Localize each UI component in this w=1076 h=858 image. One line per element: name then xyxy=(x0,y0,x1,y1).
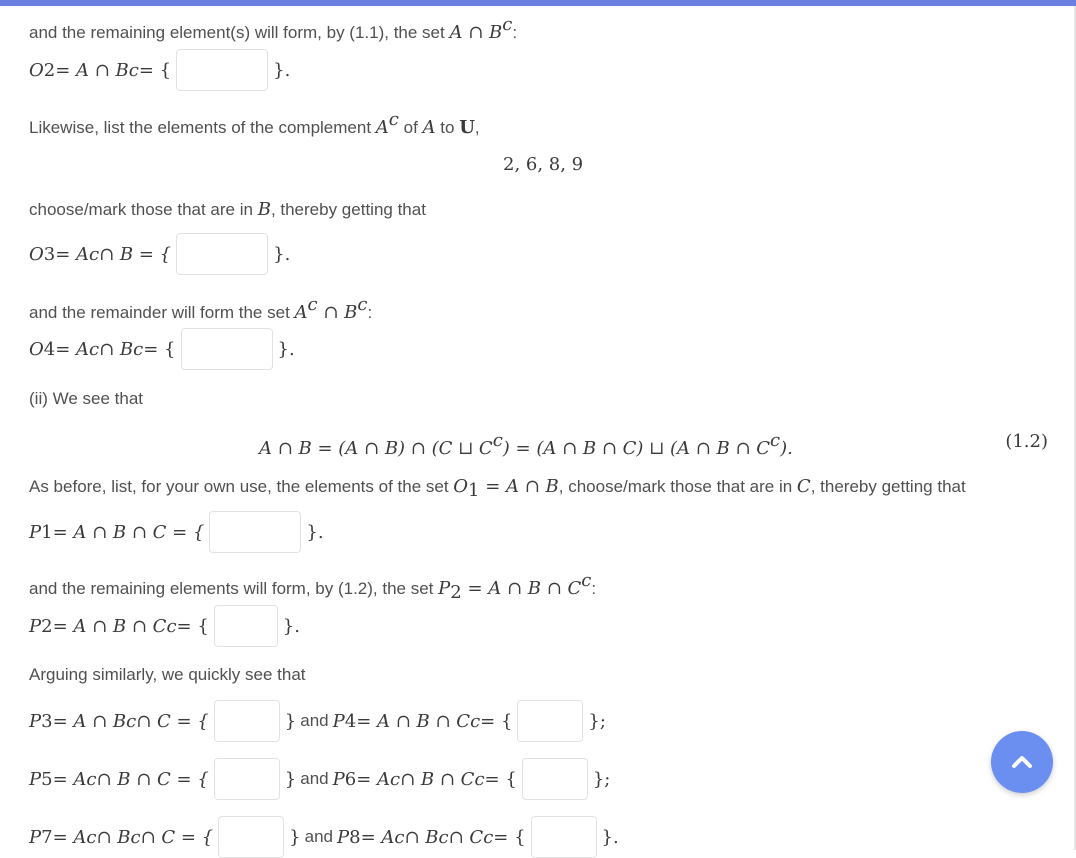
p2-symbol: P xyxy=(438,578,451,599)
equation-number: (1.2) xyxy=(1005,431,1048,452)
p8-expression-c: ∩ C xyxy=(448,826,484,848)
set-b: B xyxy=(257,199,271,220)
p1-expression: = A ∩ B ∩ C = { xyxy=(52,521,205,543)
p3-expression: = A ∩ B xyxy=(52,710,127,732)
p7-expression-rest: ∩ C = { xyxy=(140,826,214,848)
open-brace: = { xyxy=(484,768,517,790)
open-brace: = { xyxy=(480,710,513,732)
p3-expression-rest: ∩ C = { xyxy=(136,710,209,732)
open-brace: = { xyxy=(138,59,172,81)
p5-answer-input[interactable] xyxy=(214,758,280,800)
punctuation: : xyxy=(591,579,597,598)
subscript: 3 xyxy=(43,243,56,265)
superscript: c xyxy=(130,826,141,848)
set-c: C xyxy=(796,476,811,497)
superscript: c xyxy=(492,430,503,451)
open-brace: = { xyxy=(143,338,176,360)
p7-p8-equation xyxy=(29,816,619,858)
superscript: c xyxy=(357,294,368,315)
and-word: and xyxy=(300,769,329,788)
o3-equation xyxy=(29,233,290,275)
o2-answer-input[interactable] xyxy=(176,49,268,91)
open-brace: = { xyxy=(493,826,526,848)
p5-p6-equation xyxy=(29,758,610,800)
close-brace: }. xyxy=(273,59,291,81)
equation-1-2 xyxy=(259,430,793,459)
superscript: c xyxy=(438,826,449,848)
superscript: c xyxy=(166,615,177,637)
p8-expression-b: ∩ B xyxy=(404,826,439,848)
o4-answer-input[interactable] xyxy=(181,328,273,370)
p7-symbol: P xyxy=(29,826,42,848)
p6-expression: = A xyxy=(356,768,391,790)
p2-equation xyxy=(29,605,300,647)
superscript: c xyxy=(394,826,405,848)
superscript: c xyxy=(581,570,592,591)
as-before-end-text: , thereby getting that xyxy=(810,477,966,496)
superscript: c xyxy=(86,768,97,790)
superscript: c xyxy=(86,826,97,848)
close-brace: } xyxy=(284,768,297,790)
close-brace: }; xyxy=(588,710,606,732)
superscript: c xyxy=(307,294,318,315)
p1-equation xyxy=(29,511,324,553)
subscript: 8 xyxy=(349,826,361,848)
p8-symbol: P xyxy=(337,826,350,848)
open-brace: = { xyxy=(176,615,209,637)
p8-answer-input[interactable] xyxy=(531,816,597,858)
remaining-elements-text: and the remaining element(s) will form, by (1.1), the set xyxy=(29,23,445,42)
superscript: c xyxy=(388,109,399,130)
o1-symbol: O xyxy=(453,476,469,497)
p2-expression: = A ∩ B ∩ C xyxy=(461,578,582,599)
set-b: ∩ B xyxy=(317,302,358,323)
o3-expression: = A xyxy=(55,243,90,265)
o2-expression: = A ∩ B xyxy=(55,59,129,81)
p6-expression-b: ∩ B ∩ C xyxy=(400,768,475,790)
subscript: 1 xyxy=(468,480,480,501)
superscript: c xyxy=(89,243,100,265)
p5-expression: = A xyxy=(52,768,87,790)
as-before-line xyxy=(29,476,966,501)
subscript: 4 xyxy=(344,710,357,732)
o2-symbol: O xyxy=(29,59,44,81)
arguing-line: Arguing similarly, we quickly see that xyxy=(29,665,306,684)
p2-expression: = A ∩ B ∩ C xyxy=(52,615,167,637)
universe-u: U xyxy=(459,117,475,138)
o4-symbol: O xyxy=(29,338,44,360)
p7-expression: = A xyxy=(52,826,87,848)
o2-equation xyxy=(29,49,290,91)
superscript: c xyxy=(126,710,137,732)
p7-answer-input[interactable] xyxy=(218,816,284,858)
superscript: c xyxy=(474,768,485,790)
p4-answer-input[interactable] xyxy=(517,700,583,742)
equation-left: A ∩ B = (A ∩ B) ∩ (C ⊔ C xyxy=(259,438,493,459)
superscript: c xyxy=(770,430,781,451)
subscript: 1 xyxy=(41,521,53,543)
p1-answer-input[interactable] xyxy=(209,511,301,553)
subscript: 4 xyxy=(43,338,56,360)
superscript: c xyxy=(483,826,494,848)
likewise-line xyxy=(29,109,480,138)
p7-expression-b: ∩ B xyxy=(96,826,131,848)
subscript: 5 xyxy=(41,768,53,790)
o4-equation xyxy=(29,328,295,370)
p4-symbol: P xyxy=(332,710,345,732)
punctuation: : xyxy=(367,303,373,322)
remaining-text: and the remaining elements will form, by (1.2), the set xyxy=(29,579,434,598)
p5-expression-rest: ∩ B ∩ C = { xyxy=(96,768,209,790)
punctuation: , xyxy=(474,118,480,137)
word-of: of xyxy=(403,118,418,137)
top-accent-bar xyxy=(0,0,1076,6)
superscript: c xyxy=(89,338,100,360)
o3-answer-input[interactable] xyxy=(176,233,268,275)
p2-answer-input[interactable] xyxy=(214,605,278,647)
choose-text: choose/mark those that are in xyxy=(29,200,253,219)
subscript: 3 xyxy=(41,710,53,732)
close-brace: } xyxy=(284,710,297,732)
remainder-line xyxy=(29,294,372,323)
and-word: and xyxy=(304,827,333,846)
subscript: 6 xyxy=(344,768,357,790)
scroll-to-top-button[interactable] xyxy=(991,731,1053,793)
and-word: and xyxy=(300,711,329,730)
p6-answer-input[interactable] xyxy=(522,758,588,800)
equation-end: ). xyxy=(780,438,793,459)
choose-line xyxy=(29,199,426,220)
remainder-text: and the remainder will form the set xyxy=(29,303,290,322)
p3-symbol: P xyxy=(29,710,42,732)
close-brace: } xyxy=(289,826,301,848)
equation-middle: ) = (A ∩ B ∩ C) ⊔ (A ∩ B ∩ C xyxy=(502,438,771,459)
close-brace: }. xyxy=(277,338,295,360)
chevron-up-icon xyxy=(1011,755,1033,769)
close-brace: }. xyxy=(273,243,291,265)
superscript: c xyxy=(133,338,144,360)
set-a: A xyxy=(375,117,389,138)
superscript: c xyxy=(128,59,139,81)
set-a: A xyxy=(294,302,308,323)
word-to: to xyxy=(440,118,455,137)
o3-symbol: O xyxy=(29,243,44,265)
subscript: 2 xyxy=(41,615,53,637)
remaining-elements-line xyxy=(29,14,517,43)
superscript: c xyxy=(390,768,401,790)
subscript: 7 xyxy=(41,826,53,848)
set-expression: A ∩ B xyxy=(449,22,503,43)
set-a: A xyxy=(422,117,436,138)
close-brace: }. xyxy=(601,826,619,848)
close-brace: }. xyxy=(306,521,324,543)
o4-expression-b: ∩ B xyxy=(99,338,134,360)
o1-expression: = A ∩ B xyxy=(479,476,559,497)
p3-p4-equation xyxy=(29,700,606,742)
subscript: 2 xyxy=(43,59,56,81)
o3-expression-rest: ∩ B = { xyxy=(99,243,172,265)
p3-answer-input[interactable] xyxy=(214,700,280,742)
part-ii-line: (ii) We see that xyxy=(29,389,144,408)
o4-expression: = A xyxy=(55,338,90,360)
remaining-elements-line-2 xyxy=(29,570,596,603)
p2-symbol: P xyxy=(29,615,42,637)
superscript: c xyxy=(470,710,481,732)
subscript: 2 xyxy=(450,582,462,603)
close-brace: }. xyxy=(282,615,300,637)
p6-symbol: P xyxy=(332,768,345,790)
p5-symbol: P xyxy=(29,768,42,790)
as-before-mid-text: , choose/mark those that are in xyxy=(558,477,793,496)
close-brace: }; xyxy=(592,768,611,790)
complement-list: 2, 6, 8, 9 xyxy=(503,154,584,175)
choose-end-text: , thereby getting that xyxy=(270,200,426,219)
punctuation: : xyxy=(512,23,518,42)
superscript: c xyxy=(502,14,513,35)
p4-expression: = A ∩ B ∩ C xyxy=(356,710,471,732)
likewise-text: Likewise, list the elements of the complement xyxy=(29,118,372,137)
p8-expression: = A xyxy=(360,826,395,848)
p1-symbol: P xyxy=(29,521,42,543)
as-before-text: As before, list, for your own use, the elements of the set xyxy=(29,477,449,496)
